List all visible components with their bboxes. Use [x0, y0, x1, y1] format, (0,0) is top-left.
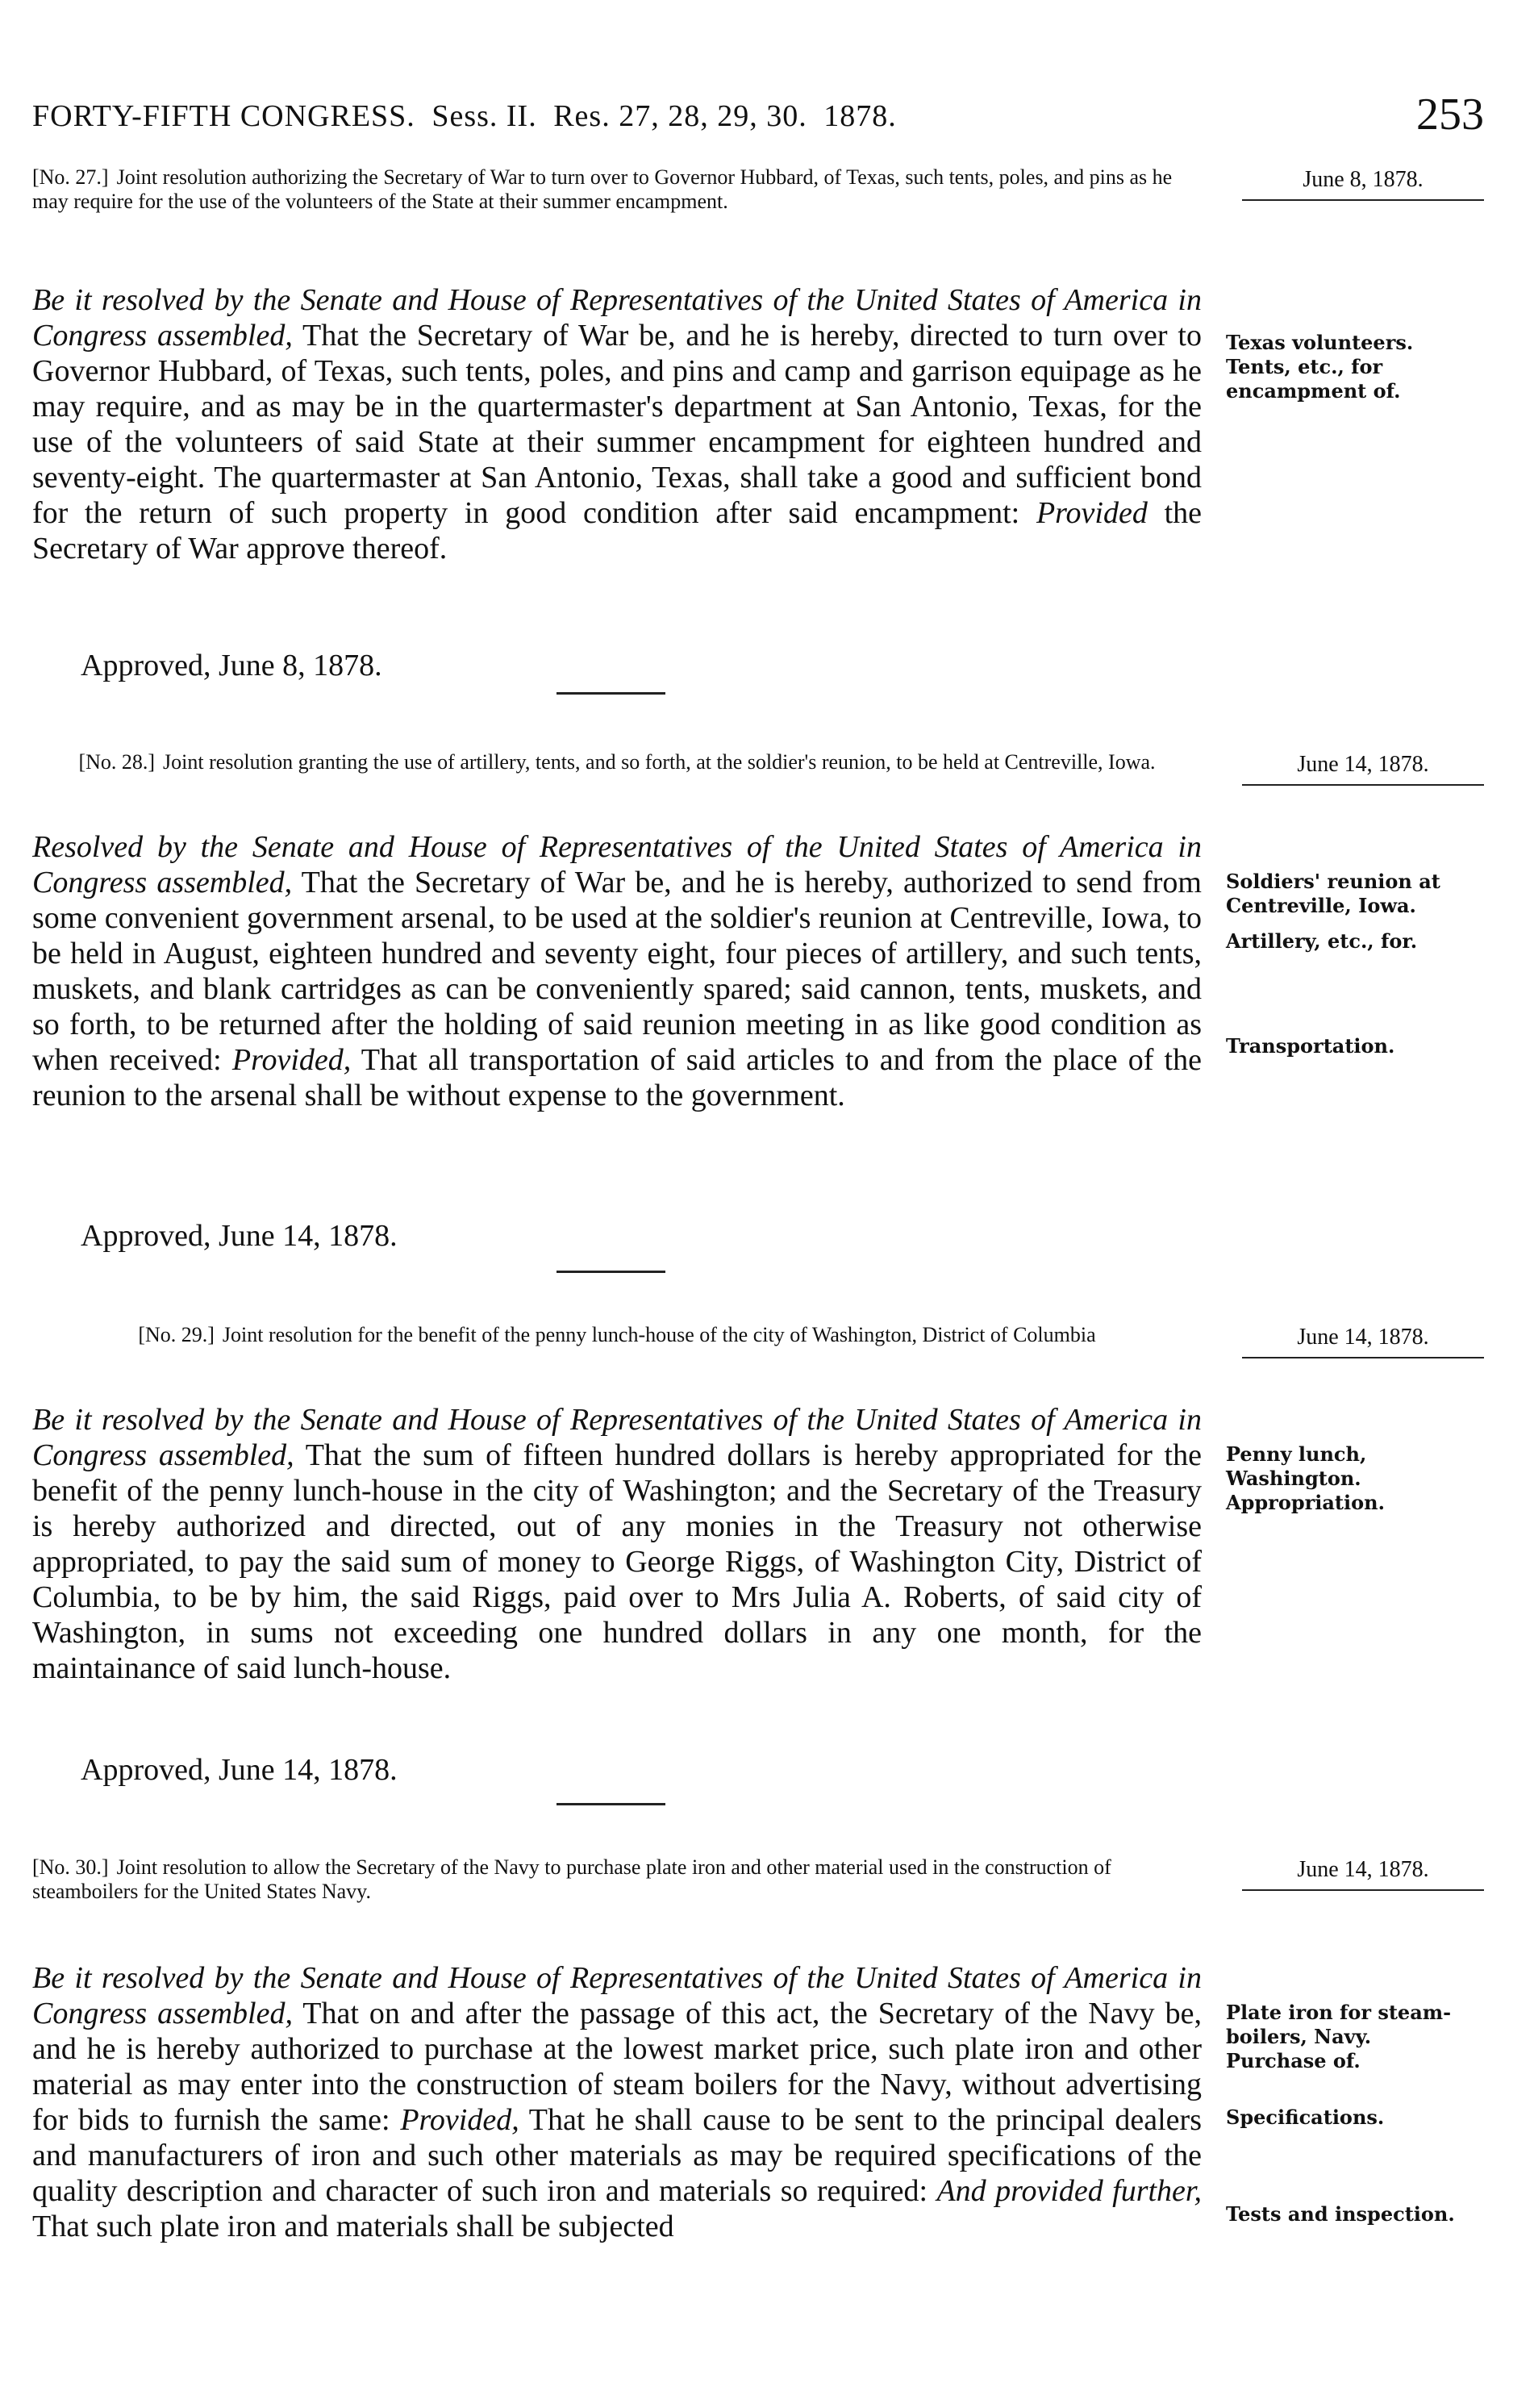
resolution-text: That the sum of fifteen hundred dollars is hereby appropriated for the benefit of the penny lunch-house in the city of Washington; and the Secretary of the Treasury is hereby authorized and directed, out of any monies in the Treasury not otherwise appropriated, to pay the said sum of money to George Riggs, of Washington City, District of Columbia, to be by him, the said Riggs, paid over to Mrs Julia A. Roberts, of said city of Washington, in sums not exceeding one hundred dollars in any one month, for the maintainance of said lunch-house.	[32, 1438, 1202, 1685]
proviso-word: Provided	[1036, 496, 1148, 530]
margin-notes	[1226, 331, 1492, 403]
separator-rule	[556, 692, 665, 695]
resolution-heading	[32, 1855, 1202, 1904]
further-proviso-word: And provided further,	[936, 2174, 1202, 2208]
enacting-clause: Be it resolved by the Senate and House of Representatives of the United States of America in Congress assembled,	[32, 1961, 1202, 2030]
margin-note: Purchase of.	[1226, 2049, 1361, 2072]
date-rule	[1242, 199, 1484, 201]
date-rule	[1242, 1357, 1484, 1358]
approved-line: Approved, June 8, 1878.	[81, 649, 382, 682]
resolution-title: Joint resolution authorizing the Secretary of War to turn over to Governor Hubbard, of Texas, such tents, poles, and pins as he may require for the use of the volunteers of the State at their summer encampment.	[32, 165, 1173, 213]
resolution-body	[32, 1402, 1202, 1686]
year: 1878.	[823, 99, 897, 133]
resolution-27	[32, 165, 1512, 690]
date-rule	[1242, 784, 1484, 786]
margin-note: Artillery, etc., for.	[1226, 929, 1418, 953]
resolution-heading	[32, 165, 1202, 214]
resolution-title: Joint resolution granting the use of artillery, tents, and so forth, at the soldier's reunion, to be held at Centreville, Iowa.	[163, 750, 1156, 774]
resolution-text: That on and after the passage of this act, the Secretary of the Navy be, and he is hereby authorized to purchase at the lowest market price, such plate iron and other material as may enter into the construction of steam boilers for the Navy, without advertising for bids to furnish the same:	[32, 1997, 1202, 2137]
resolution-30	[32, 1855, 1512, 2388]
margin-note: Penny lunch, Washington.	[1226, 1442, 1367, 1490]
resolution-number: [No. 28.]	[78, 750, 156, 774]
further-proviso-text: That such plate iron and materials shall be subjected	[32, 2210, 674, 2243]
resolution-title: Joint resolution for the benefit of the penny lunch-house of the city of Washington, District of Columbia	[222, 1323, 1096, 1346]
margin-note: Tests and inspection.	[1226, 2202, 1455, 2226]
resolution-heading	[32, 750, 1202, 774]
running-title: FORTY-FIFTH CONGRESS.	[32, 99, 415, 133]
resolution-body	[32, 282, 1202, 566]
proviso-text: That all transportation of said articles to and from the place of the reunion to the arsenal shall be without expense to the government.	[32, 1043, 1202, 1112]
resolution-number: [No. 29.]	[138, 1323, 215, 1346]
margin-notes	[1226, 870, 1492, 1058]
enacting-clause: Resolved by the Senate and House of Representatives of the United States of America in Congress assembled,	[32, 830, 1202, 899]
resolution-title: Joint resolution to allow the Secretary of the Navy to purchase plate iron and other material used in the construction of steamboilers for the United States Navy.	[32, 1855, 1111, 1903]
resolution-number: [No. 27.]	[32, 165, 109, 189]
resolution-date: June 14, 1878.	[1297, 1325, 1429, 1350]
resolution-date: June 8, 1878.	[1303, 167, 1424, 192]
resolution-range: Res. 27, 28, 29, 30.	[553, 99, 807, 133]
approved-line: Approved, June 14, 1878.	[81, 1753, 398, 1787]
running-title-line	[32, 98, 905, 134]
resolution-body	[32, 1960, 1202, 2244]
resolution-body	[32, 829, 1202, 1113]
date-rule	[1242, 1889, 1484, 1891]
running-header	[32, 89, 1484, 145]
session: Sess. II.	[431, 99, 537, 133]
margin-note: Texas volunteers.	[1226, 331, 1414, 354]
proviso-word: Provided,	[231, 1043, 352, 1077]
margin-note: Appropriation.	[1226, 1491, 1385, 1514]
proviso-text: That he shall cause to be sent to the principal dealers and manufacturers of iron and such other materials as may be required specifications of the quality description and character of such iron and materials so required:	[32, 2103, 1202, 2208]
margin-note: Tents, etc., for encampment of.	[1226, 355, 1401, 403]
page-number: 253	[1416, 90, 1484, 140]
resolution-heading	[32, 1323, 1202, 1347]
resolution-29	[32, 1323, 1512, 1823]
resolution-28	[32, 750, 1512, 1267]
resolution-text: That the Secretary of War be, and he is hereby, authorized to send from some convenient government arsenal, to be used at the soldier's reunion at Centreville, Iowa, to be held in August, eighteen hundred and seventy eight, four pieces of artillery, and such tents, muskets, and blank cartridges as can be conveniently spared; said cannon, tents, muskets, and so forth, to be returned after the holding of said reunion meeting in as like good condition as when received:	[32, 866, 1202, 1077]
margin-notes	[1226, 2001, 1492, 2226]
resolution-date: June 14, 1878.	[1297, 752, 1429, 777]
margin-notes	[1226, 1442, 1492, 1515]
resolution-text: That the Secretary of War be, and he is hereby, directed to turn over to Governor Hubbard, of Texas, such tents, poles, and pins and camp and garrison equipage as he may require, and as may be in the quartermaster's department at San Antonio, Texas, for the use of the volunteers of said State at their summer encampment for eighteen hundred and seventy-eight. The quartermaster at San Antonio, Texas, shall take a good and sufficient bond for the return of such property in good condition after said encampment:	[32, 319, 1202, 530]
approved-line: Approved, June 14, 1878.	[81, 1219, 398, 1253]
proviso-text: the Secretary of War approve thereof.	[32, 496, 1203, 565]
enacting-clause: Be it resolved by the Senate and House of Representatives of the United States of America in Congress assembled,	[32, 1403, 1202, 1472]
resolution-number: [No. 30.]	[32, 1855, 109, 1879]
proviso-word: Provided,	[400, 2103, 519, 2137]
separator-rule	[556, 1803, 665, 1805]
resolution-date: June 14, 1878.	[1297, 1857, 1429, 1882]
margin-note: Specifications.	[1226, 2105, 1385, 2129]
margin-note: Plate iron for steam-boilers, Navy.	[1226, 2001, 1452, 2048]
margin-note: Transportation.	[1226, 1034, 1395, 1058]
margin-note: Soldiers' reunion at Centreville, Iowa.	[1226, 870, 1440, 917]
enacting-clause: Be it resolved by the Senate and House of Representatives of the United States of America in Congress assembled,	[32, 283, 1202, 353]
separator-rule	[556, 1271, 665, 1273]
